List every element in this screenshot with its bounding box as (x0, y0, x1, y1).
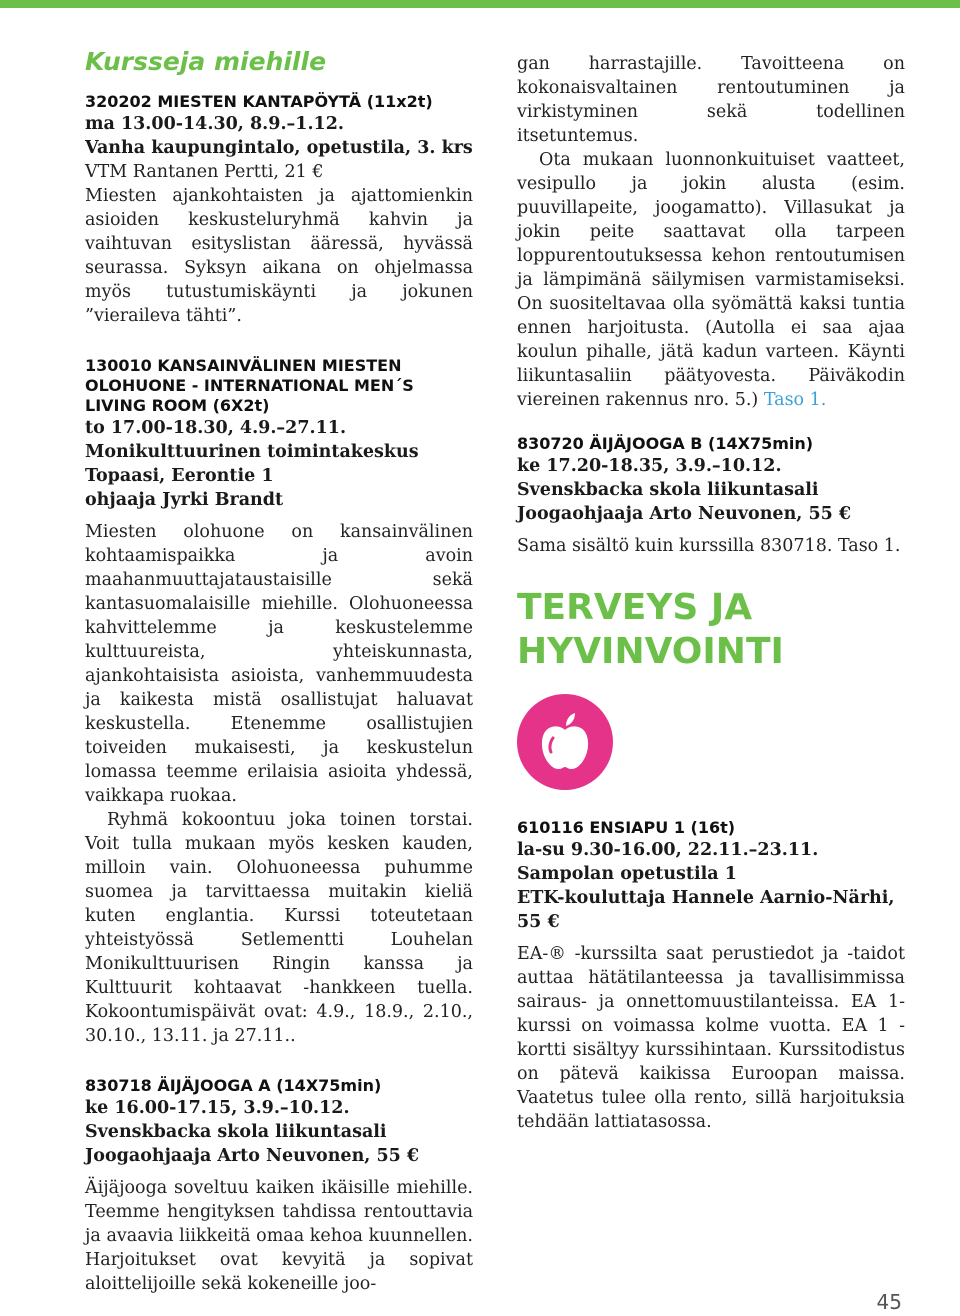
course-place-line1: Monikulttuurinen toimintakeskus (85, 442, 419, 462)
course-320202 (85, 92, 473, 328)
top-accent-bar (0, 0, 960, 8)
course-teacher: ohjaaja Jyrki Brandt (85, 490, 284, 510)
course-teacher: Joogaohjaaja Arto Neuvonen, 55 € (85, 1146, 420, 1166)
left-column (85, 46, 473, 1296)
section-title: Kursseja miehille (85, 47, 327, 76)
course-code: 610116 ENSIAPU 1 (16t) (517, 818, 736, 837)
course-830720 (517, 434, 905, 558)
course-time: ke 16.00-17.15, 3.9.–10.12. (85, 1098, 350, 1118)
course-time: to 17.00-18.30, 4.9.–27.11. (85, 418, 347, 438)
course-code-line1: 130010 KANSAINVÄLINEN MIESTEN (85, 356, 402, 375)
course-place: Svenskbacka skola liikuntasali (85, 1122, 387, 1142)
course-code-line2: OLOHUONE - INTERNATIONAL MEN´S (85, 376, 414, 395)
health-heading-line1: TERVEYS JA (517, 587, 753, 628)
course-teacher-line1: ETK-kouluttaja Hannele Aarnio-Närhi, (517, 888, 895, 908)
page-number: 45 (876, 1290, 902, 1314)
course-teacher-line2: 55 € (517, 912, 560, 932)
course-place: Svenskbacka skola liikuntasali (517, 480, 819, 500)
course-description: Äijäjooga soveltuu kaiken ikäisille miehille. Teemme hengityksen tahdissa rentouttavia ja avaavia liikkeitä omaa kehoa kuunnellen. Harjoitukset ovat kevyitä ja sopivat aloittelijoille sekä kokeneille joo- (85, 1178, 473, 1294)
course-code: 830718 ÄIJÄJOOGA A (14X75min) (85, 1076, 382, 1095)
course-teacher: VTM Rantanen Pertti, 21 € (85, 162, 324, 182)
course-notes: Ota mukaan luonnonkuituiset vaatteet, vesipullo ja jokin alusta (esim. puuvillapeite, joogamatto). Villasukat ja jokin peite saattavat olla tarpeen loppurentoutuksessa kehon rentoutumisen ja lämpimänä säilymisen varmistamiseksi. On suositeltavaa olla syömättä kaksi tuntia ennen harjoitusta. (Autolla ei saa ajaa koulun pihalle, jätä kadun varteen. Käynti liikuntasaliin päätyovesta. Päiväkodin viereinen rakennus nro. 5.) (517, 150, 905, 410)
course-description-1: Miesten olohuone on kansainvälinen kohtaamispaikka ja avoin maahanmuuttajataustaisille sekä kantasuomalaisille miehille. Olohuoneessa kahvittelemme ja keskustelemme kulttuureista, yhteiskunnasta, ajankohtaisista asioista, vanhemmuudesta ja kaikesta mistä osallistujat haluavat keskustella. Etenemme osallistujien toiveiden mukaisesti, ja keskustelun lomassa teemme erilaisia asioita yhdessä, vaikkapa ruokaa. (85, 522, 473, 806)
course-time: la-su 9.30-16.00, 22.11.–23.11. (517, 840, 819, 860)
course-610116 (517, 818, 905, 1134)
level-link[interactable]: Taso 1. (763, 390, 827, 410)
course-time: ma 13.00-14.30, 8.9.–1.12. (85, 114, 344, 134)
course-130010 (85, 356, 473, 1048)
course-code: 830720 ÄIJÄJOOGA B (14X75min) (517, 434, 814, 453)
course-description: Miesten ajankohtaisten ja ajattomienkin asioiden keskusteluryhmä kahvin ja vaihtuvan esityslistan ääressä, hyvässä seurassa. Syksyn aikana on ohjelmassa myös tutustumiskäynti ja jokunen ”vieraileva tähti”. (85, 186, 473, 326)
course-description-3 (517, 148, 905, 412)
right-column (517, 52, 905, 1134)
course-teacher: Joogaohjaaja Arto Neuvonen, 55 € (517, 504, 852, 524)
course-place-line2: Topaasi, Eerontie 1 (85, 466, 274, 486)
course-code: 320202 MIESTEN KANTAPÖYTÄ (11x2t) (85, 92, 433, 111)
apple-icon (517, 694, 613, 790)
course-code-line3: LIVING ROOM (6X2t) (85, 396, 270, 415)
course-description: EA-® -kurssilta saat perustiedot ja -taidot auttaa hätätilanteessa ja tavallisimmissa sairaus- ja onnettomuustilanteissa. EA 1-kurssi on voimassa kolme vuotta. EA 1 -kortti sisältyy kurssihintaan. Kurssitodistus on pätevä kaikissa Euroopan maissa. Vaatetus tulee olla rento, sillä harjoituksia tehdään lattiatasossa. (517, 944, 905, 1132)
course-place: Sampolan opetustila 1 (517, 864, 737, 884)
course-description-continued: gan harrastajille. Tavoitteena on kokonaisvaltainen rentoutuminen ja virkistyminen sekä todellinen itsetuntemus. (517, 54, 905, 146)
health-heading-line2: HYVINVOINTI (517, 631, 784, 672)
course-830718 (85, 1076, 473, 1296)
course-description: Sama sisältö kuin kurssilla 830718. Taso 1. (517, 536, 901, 556)
course-time: ke 17.20-18.35, 3.9.–10.12. (517, 456, 782, 476)
course-description-2: Ryhmä kokoontuu joka toinen torstai. Voit tulla mukaan myös kesken kauden, milloin vain. Olohuoneessa puhumme suomea ja tarvittaessa muitakin kieliä kuten englantia. Kurssi toteutetaan yhteistyössä Setlementti Louhelan Monikulttuurisen Ringin kanssa ja Kulttuurit kohtaavat -hankkeen tuella. Kokoontumispäivät ovat: 4.9., 18.9., 2.10., 30.10., 13.11. ja 27.11.. (85, 810, 473, 1046)
course-place: Vanha kaupungintalo, opetustila, 3. krs (85, 138, 473, 158)
